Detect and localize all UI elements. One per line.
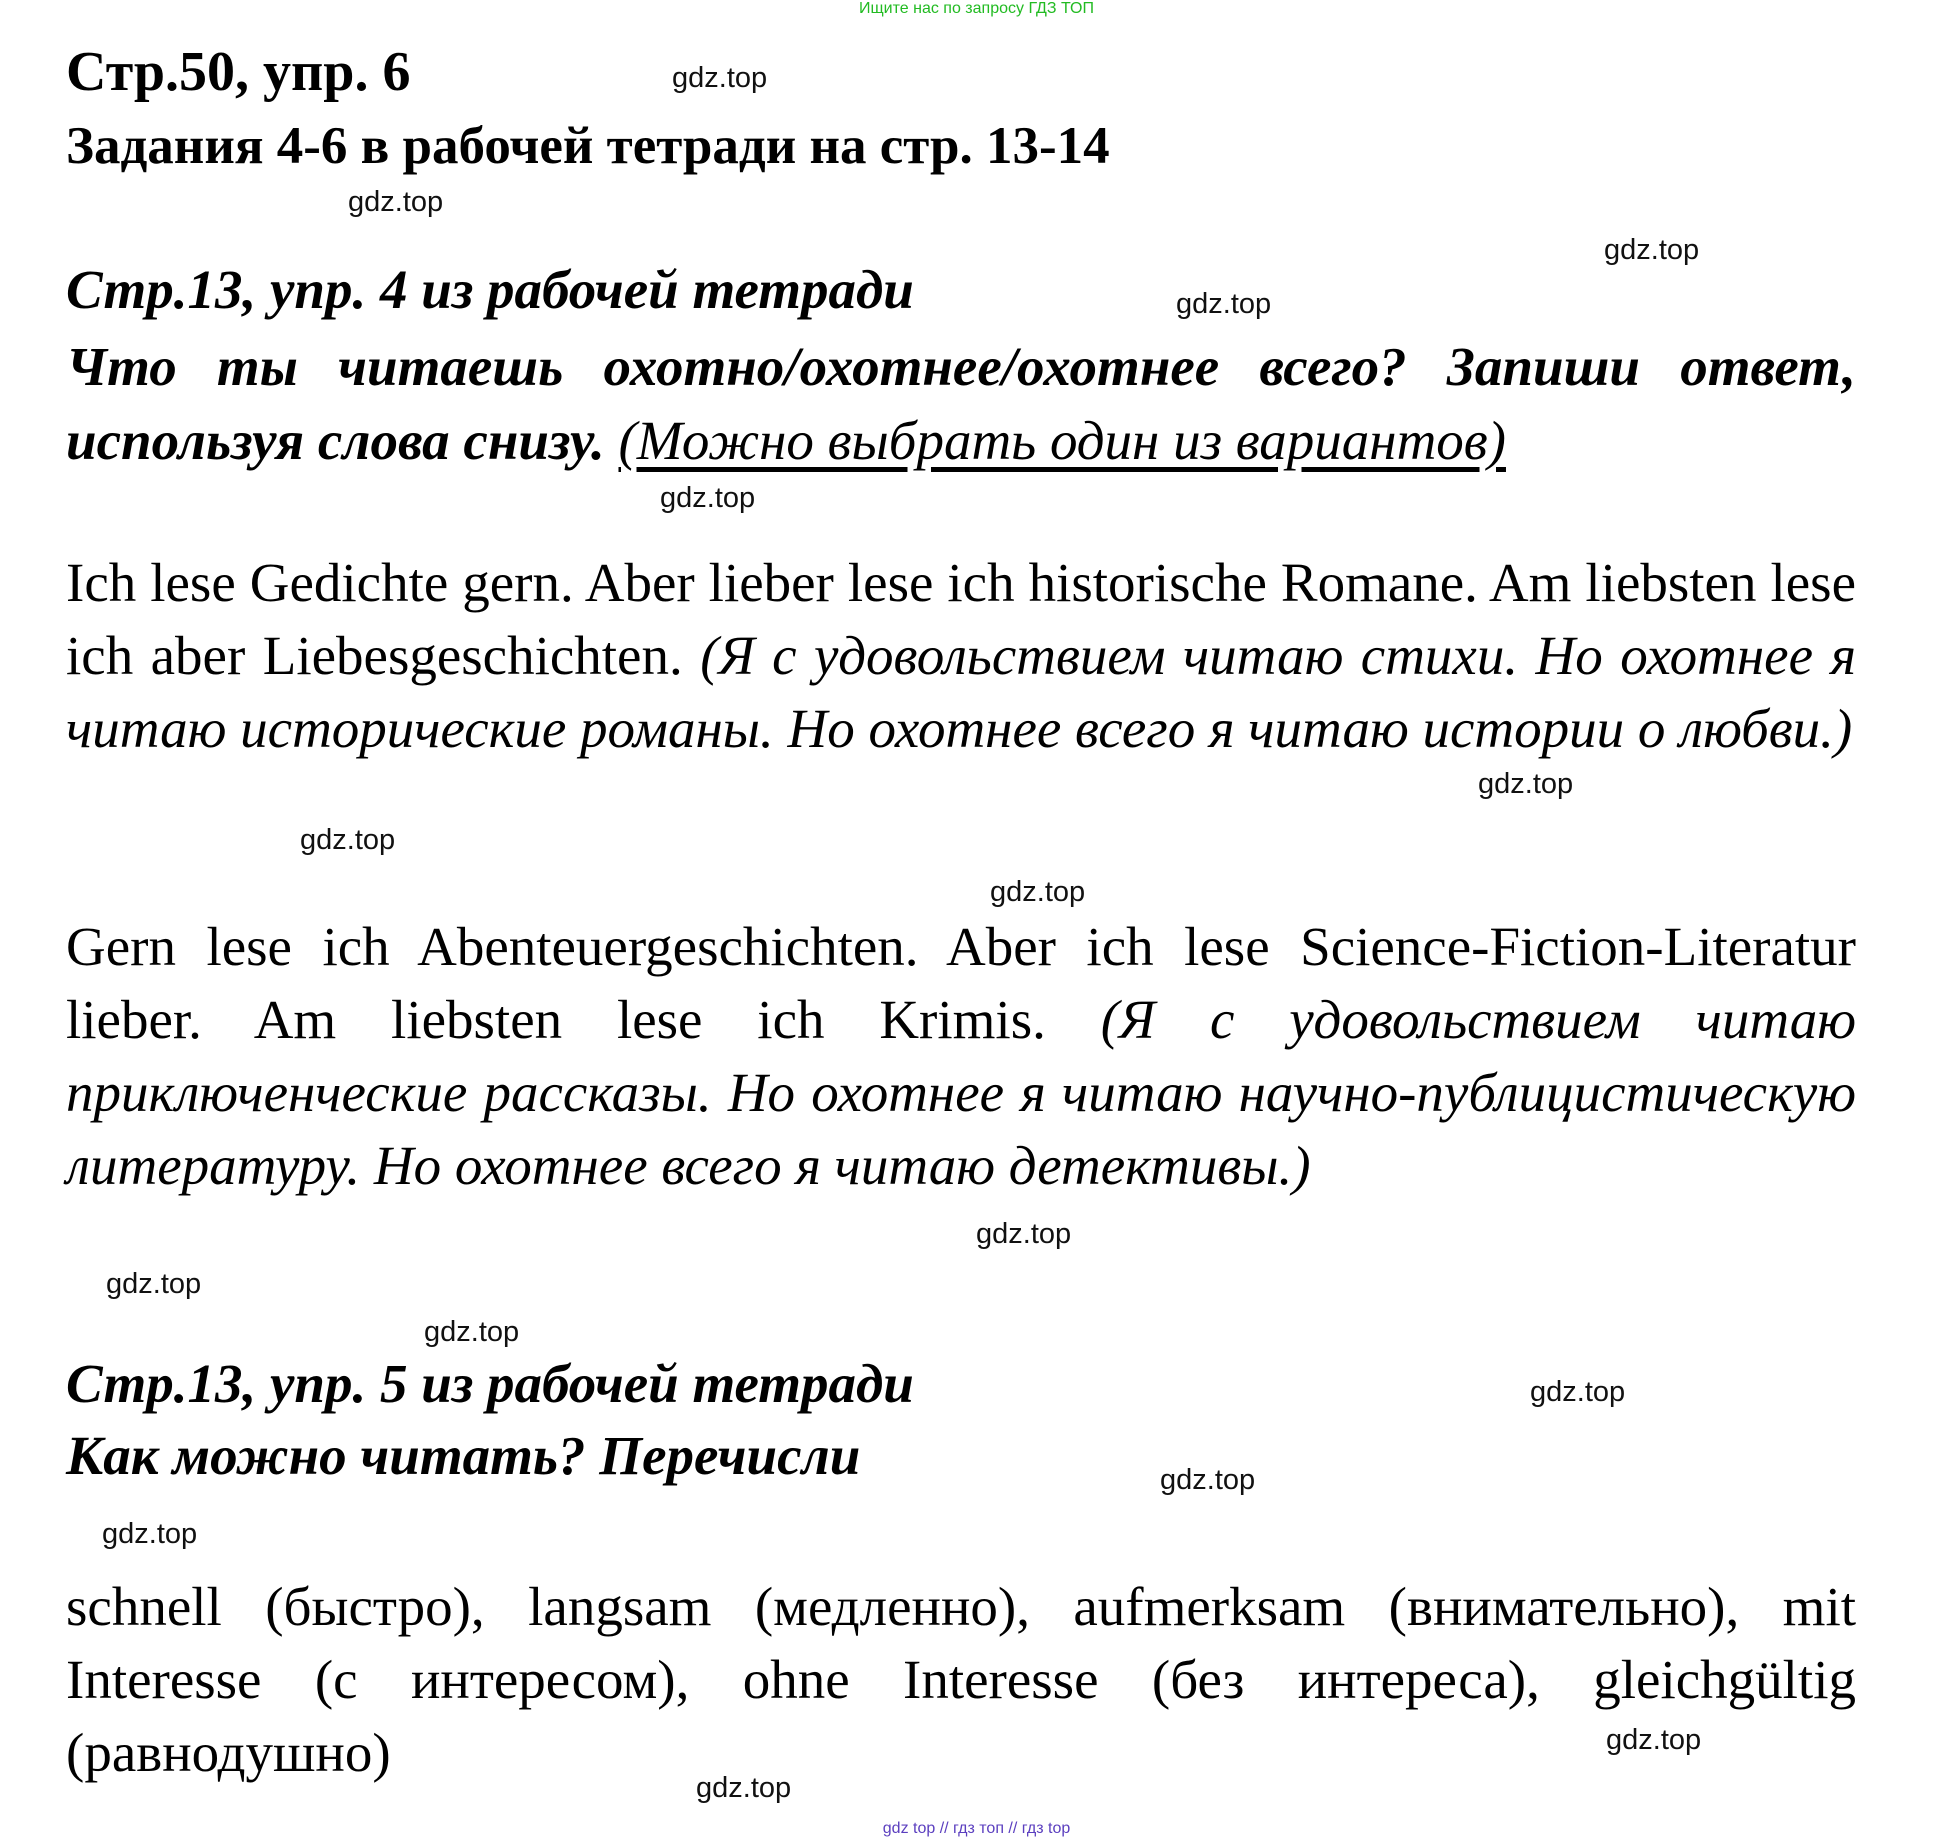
watermark: gdz.top bbox=[106, 1268, 202, 1300]
answer1-translation: (Я с удовольствием читаю стихи. Но охотнее я читаю исторические романы. Но охотнее всего я читаю истории о любви.) bbox=[66, 625, 1857, 759]
watermark: gdz.top bbox=[348, 186, 444, 218]
page-subtitle: Задания 4-6 в рабочей тетради на стр. 13-14 bbox=[66, 117, 1110, 175]
watermark: gdz.top bbox=[976, 1218, 1072, 1250]
exercise4-title: Стр.13, упр. 4 из рабочей тетради bbox=[66, 259, 914, 320]
footer-note: gdz top // гдз топ // гдз top bbox=[882, 1820, 1071, 1837]
answer2-translation: (Я с удовольствием читаю приключенческие рассказы. Но охотнее я читаю научно-публицистическую литературу. Но охотнее всего я читаю детективы.) bbox=[66, 989, 1857, 1196]
exercise4-task-text: Что ты читаешь охотно/охотнее/охотнее всего? Запиши ответ, используя слова снизу. bbox=[66, 336, 1856, 471]
watermark: gdz.top bbox=[696, 1772, 792, 1804]
exercise4-answer-2 bbox=[66, 910, 1856, 1202]
watermark: gdz.top bbox=[424, 1316, 520, 1348]
exercise5-answer: schnell (быстро), langsam (медленно), aufmerksam (внимательно), mit Interesse (с интересом), ohne Interesse (без интереса), gleichgültig (равнодушно) bbox=[66, 1576, 1856, 1783]
watermark: gdz.top bbox=[1176, 288, 1272, 320]
watermark: gdz.top bbox=[672, 62, 768, 94]
search-hint-banner: Ищите нас по запросу ГДЗ ТОП bbox=[859, 0, 1094, 17]
exercise4-hint: (Можно выбрать один из вариантов) bbox=[618, 410, 1506, 471]
watermark: gdz.top bbox=[1478, 768, 1574, 800]
page-title: Стр.50, упр. 6 bbox=[66, 41, 411, 103]
watermark: gdz.top bbox=[660, 482, 756, 514]
watermark: gdz.top bbox=[1604, 234, 1700, 266]
watermark: gdz.top bbox=[1530, 1376, 1626, 1408]
exercise4-answer-1 bbox=[66, 546, 1856, 765]
watermark: gdz.top bbox=[300, 824, 396, 856]
answer2-german: Gern lese ich Abenteuergeschichten. Aber ich lese Science-Fiction-Literatur lieber. Am liebsten lese ich Krimis. bbox=[66, 916, 1856, 1050]
exercise4-task bbox=[66, 330, 1856, 478]
exercise5-title: Стр.13, упр. 5 из рабочей тетради bbox=[66, 1353, 914, 1414]
answer1-german: Ich lese Gedichte gern. Aber lieber lese ich historische Romane. Am liebsten lese ich aber Liebesgeschichten. bbox=[66, 552, 1856, 686]
watermark: gdz.top bbox=[1606, 1724, 1702, 1756]
watermark: gdz.top bbox=[1160, 1464, 1256, 1496]
watermark: gdz.top bbox=[990, 876, 1086, 908]
watermark: gdz.top bbox=[102, 1518, 198, 1550]
exercise5-task: Как можно читать? Перечисли bbox=[66, 1425, 861, 1486]
